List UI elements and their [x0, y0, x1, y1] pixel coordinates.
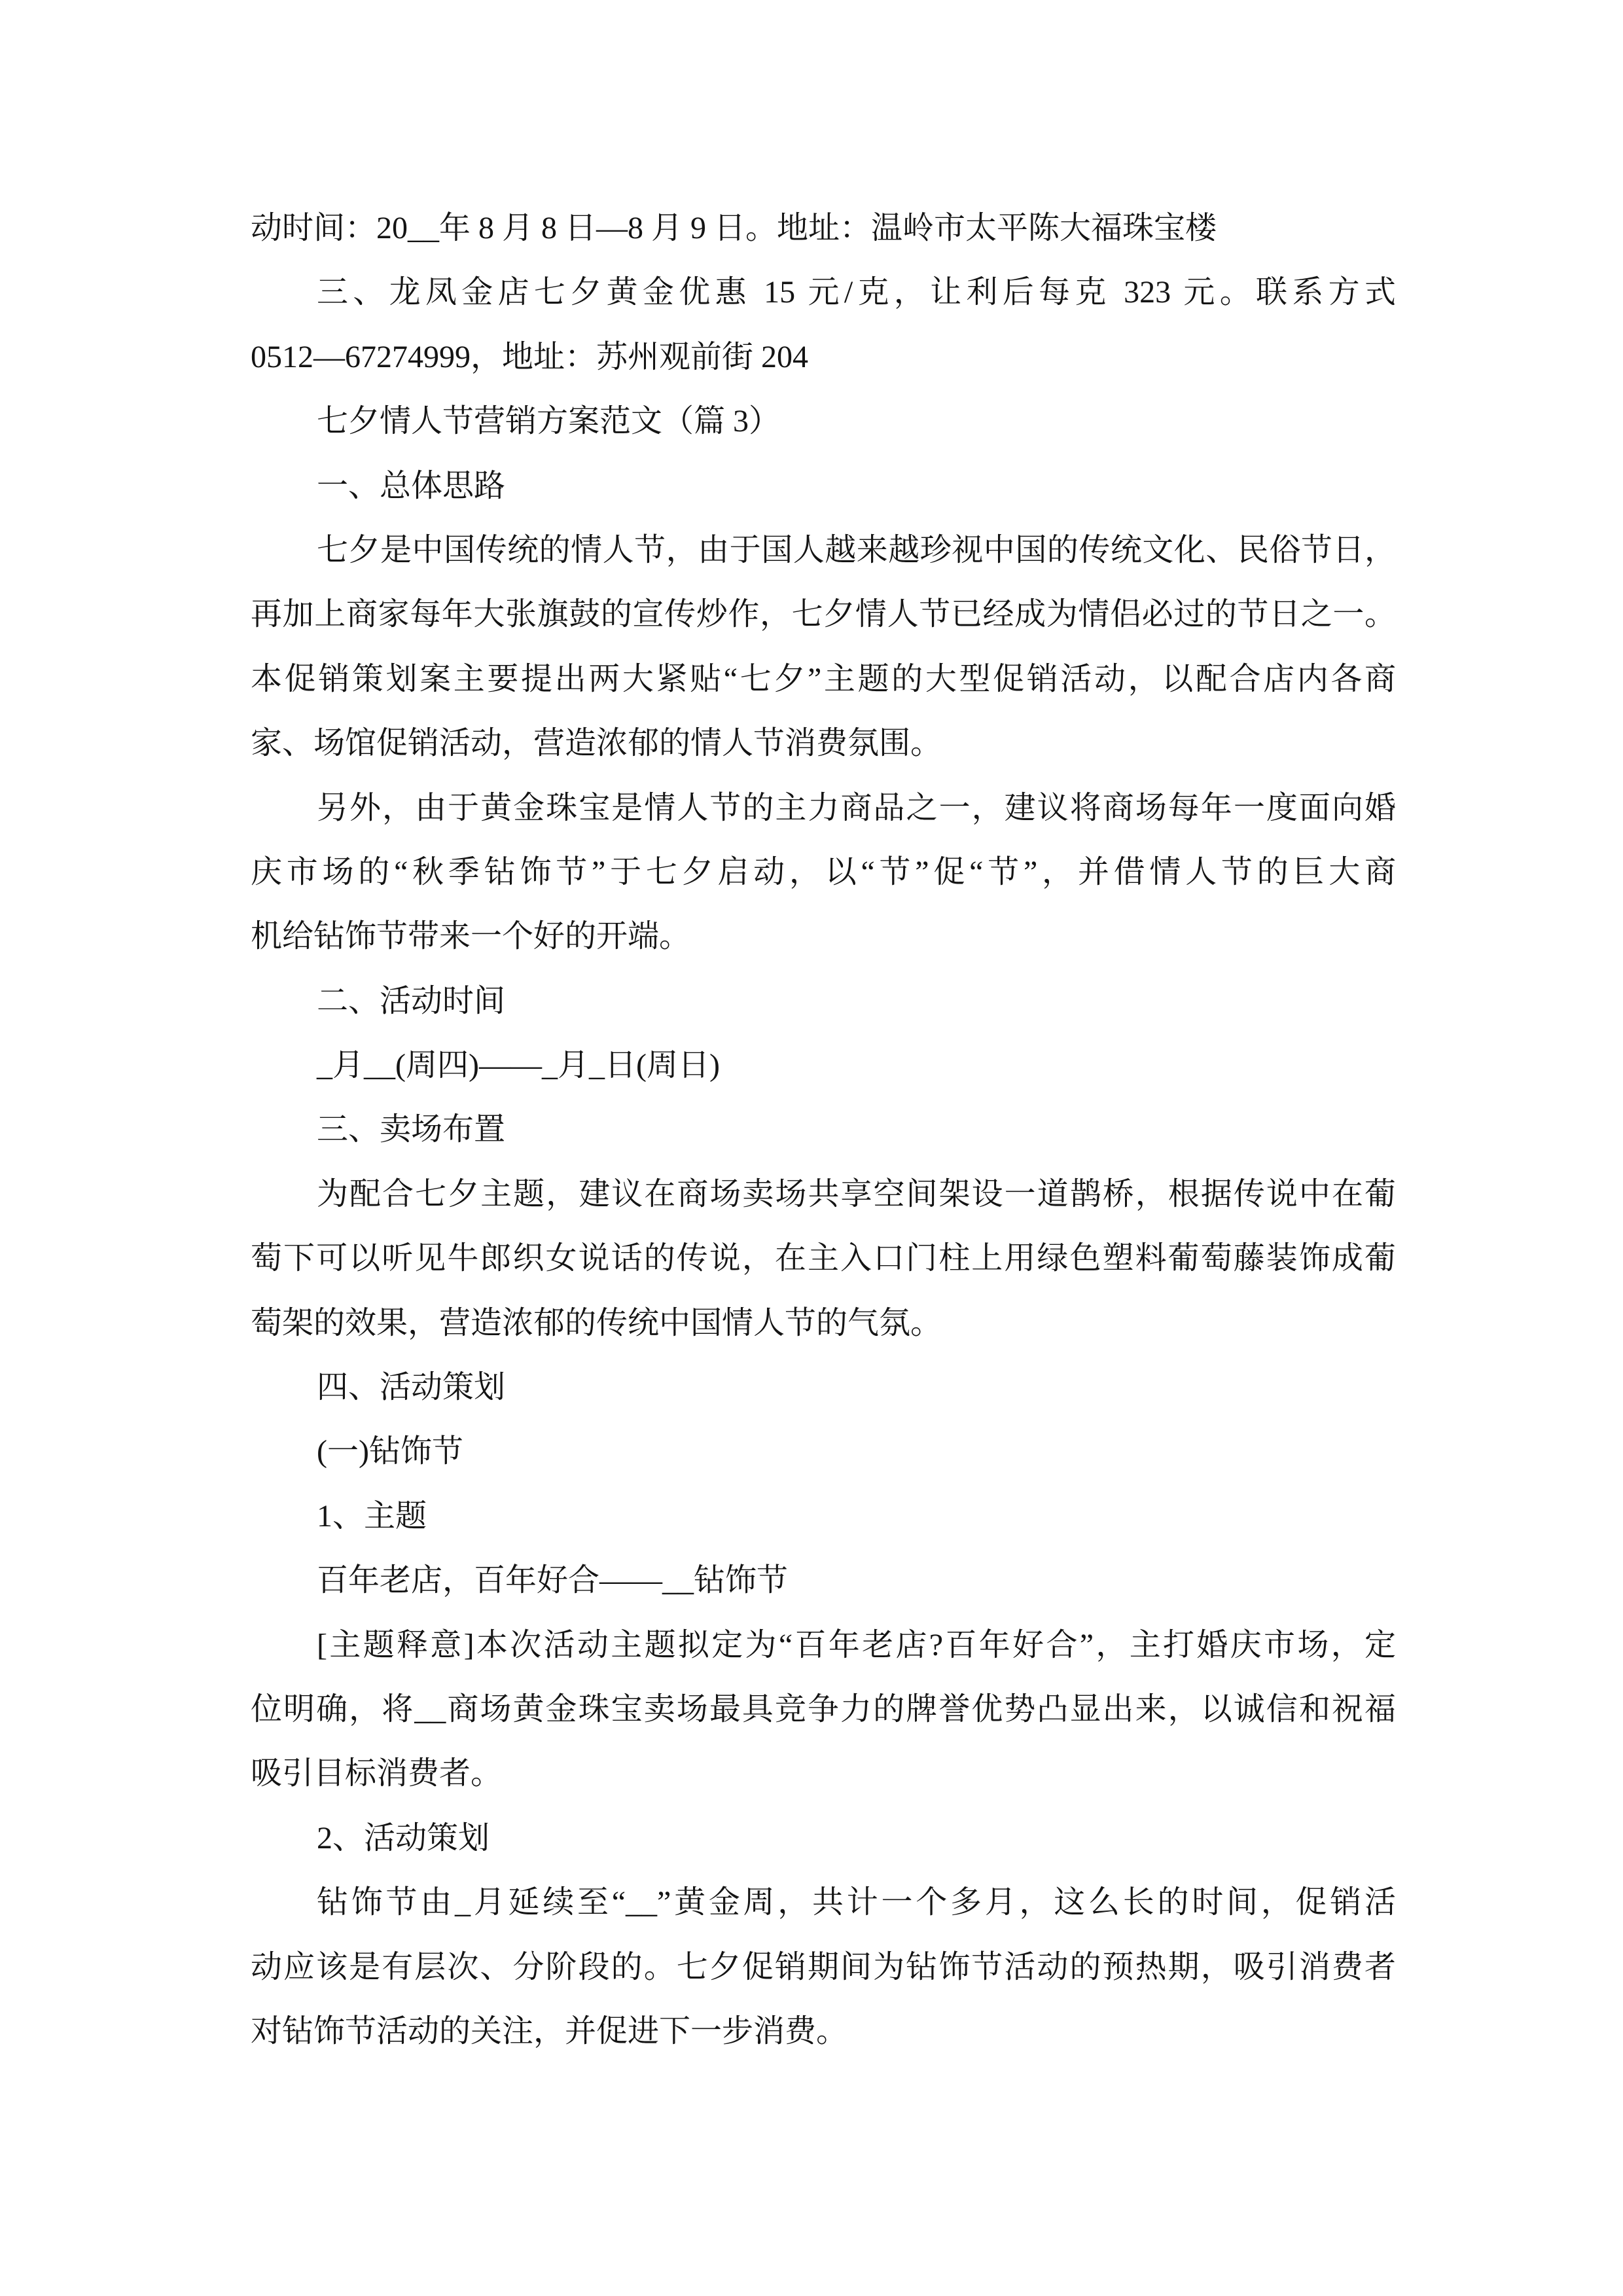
paragraph-line: [主题释意]本次活动主题拟定为“百年老店?百年好合”，主打婚庆市场，定 — [317, 1627, 1396, 1662]
heading-line: (一)钻饰节 — [317, 1434, 463, 1469]
subheading-activity-planning — [251, 1806, 1396, 1871]
paragraph-line: 动应该是有层次、分阶段的。七夕促销期间为钻饰节活动的预热期，吸引消费者 — [251, 1949, 1396, 1984]
paragraph-theme-slogan — [251, 1549, 1396, 1613]
section-heading-store-layout — [251, 1098, 1396, 1162]
paragraph-line: 钻饰节由_月延续至“__”黄金周，共计一个多月，这么长的时间，促销活 — [317, 1885, 1396, 1920]
heading-line: 1、主题 — [317, 1498, 427, 1534]
section-heading-event-planning — [251, 1355, 1396, 1420]
heading-line: 一、总体思路 — [317, 468, 506, 503]
paragraph-line: 家、场馆促销活动，营造浓郁的情人节消费氛围。 — [251, 726, 942, 761]
paragraph-longfeng-offer — [251, 260, 1396, 389]
paragraph-line: 为配合七夕主题，建议在商场卖场共享空间架设一道鹊桥，根据传说中在葡 — [317, 1176, 1396, 1211]
paragraph-line: 位明确，将__商场黄金珠宝卖场最具竞争力的牌誉优势凸显出来，以诚信和祝福 — [251, 1691, 1396, 1727]
heading-line: 二、活动时间 — [317, 983, 506, 1018]
paragraph-line: 萄下可以听见牛郎织女说话的传说，在主入口门柱上用绿色塑料葡萄藤装饰成葡 — [251, 1241, 1396, 1276]
paragraph-event-dates — [251, 1033, 1396, 1098]
paragraph-line: 另外，由于黄金珠宝是情人节的主力商品之一，建议将商场每年一度面向婚 — [317, 790, 1396, 825]
subheading-jewelry-festival — [251, 1420, 1396, 1484]
document-body — [251, 196, 1396, 2064]
paragraph-activity-planning — [251, 1871, 1396, 2064]
paragraph-line: 动时间：20__年 8 月 8 日—8 月 9 日。地址：温岭市太平陈大福珠宝楼 — [251, 211, 1217, 245]
paragraph-line: 吸引目标消费者。 — [251, 1756, 503, 1791]
paragraph-overview — [251, 518, 1396, 776]
paragraph-line: 三、龙凤金店七夕黄金优惠 15 元/克，让利后每克 323 元。联系方式 — [317, 275, 1396, 310]
paragraph-line: 庆市场的“秋季钻饰节”于七夕启动，以“节”促“节”，并借情人节的巨大商 — [251, 854, 1396, 889]
paragraph-event-time-address — [251, 196, 1396, 260]
paragraph-line: _月__(周四)——_月_日(周日) — [317, 1048, 720, 1083]
section-heading-event-time — [251, 969, 1396, 1033]
paragraph-line: 百年老店，百年好合——__钻饰节 — [317, 1563, 789, 1598]
paragraph-line: 0512—67274999，地址：苏州观前街 204 — [251, 339, 809, 374]
subheading-theme — [251, 1484, 1396, 1549]
section-heading-overview — [251, 454, 1396, 518]
paragraph-line: 本促销策划案主要提出两大紧贴“七夕”主题的大型促销活动，以配合店内各商 — [251, 661, 1396, 696]
paragraph-line: 七夕是中国传统的情人节，由于国人越来越珍视中国的传统文化、民俗节日， — [317, 532, 1396, 567]
heading-line: 四、活动策划 — [317, 1370, 506, 1405]
paragraph-line: 机给钻饰节带来一个好的开端。 — [251, 919, 691, 954]
title-line: 七夕情人节营销方案范文（篇 3） — [317, 404, 781, 439]
paragraph-store-layout — [251, 1162, 1396, 1355]
paragraph-jewelry-festival — [251, 776, 1396, 969]
paragraph-theme-explanation — [251, 1613, 1396, 1806]
paragraph-line: 对钻饰节活动的关注，并促进下一步消费。 — [251, 2013, 848, 2049]
heading-line: 2、活动策划 — [317, 1820, 490, 1856]
paragraph-line: 再加上商家每年大张旗鼓的宣传炒作，七夕情人节已经成为情侣必过的节日之一。 — [251, 597, 1396, 632]
paragraph-line: 萄架的效果，营造浓郁的传统中国情人节的气氛。 — [251, 1305, 942, 1340]
article-title — [251, 389, 1396, 454]
heading-line: 三、卖场布置 — [317, 1112, 506, 1147]
